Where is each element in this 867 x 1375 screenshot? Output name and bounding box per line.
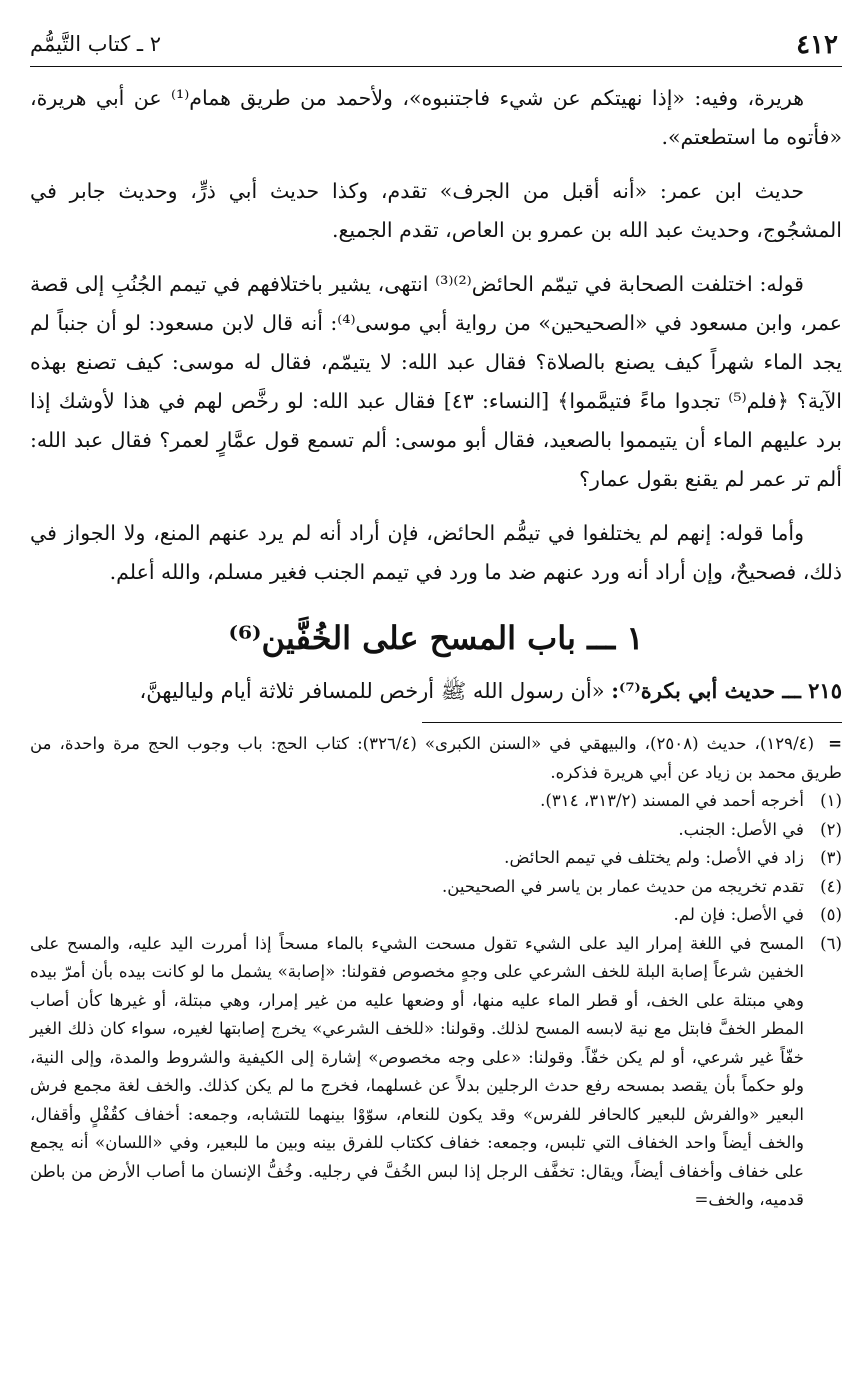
running-title: ٢ ـ كتاب التَّيمُّم	[30, 32, 161, 56]
footnote-number: (٣)	[820, 848, 842, 867]
paragraph: قوله: اختلفت الصحابة في تيمّم الحائض⁽²⁾⁽³⁾ انتهى، يشير باختلافهم في تيمم الجُنُبِ إلى قصة عمر، وابن مسعود في «الصحيحين» من رواية أبي موسى⁽⁴⁾: أنه قال لابن مسعود: لو أن جنباً لم يجد الماء شهراً كيف يصنع بالصلاة؟ فقال عبد الله: لا يتيمّم، فقال له موسى: كيف تصنع بهذه الآية؟ ﴿فلم⁽⁵⁾ تجدوا ماءً فتيمَّموا﴾ [النساء: ٤٣] فقال عبد الله: لو رخَّص لهم في هذا لأوشك إذا برد عليهم الماء أن يتيمموا بالصعيد، فقال أبو موسى: ألم تسمع قول عمَّارٍ لعمر؟ فقال عبد الله: ألم تر عمر لم يقنع بقول عمار؟	[30, 272, 843, 491]
page-number: ٤١٢	[796, 30, 838, 60]
hadith-number: ٢١٥ ـــ حديث أبي بكرة⁽⁷⁾:	[611, 678, 842, 703]
footnote	[30, 901, 842, 930]
footnote-text: أخرجه أحمد في المسند (٣١٣/٢، ٣١٤).	[540, 791, 804, 810]
paragraph: وأما قوله: إنهم لم يختلفوا في تيمُّم الحائض، فإن أراد أنه لم يرد عنهم المنع، ولا الجواز في ذلك، فصحيحٌ، وإن أراد أنه ورد عنهم ضد ما ورد في تيمم الجنب فغير مسلم، والله أعلم.	[30, 521, 842, 584]
footnote-separator	[422, 722, 842, 723]
chapter-heading: ١ ـــ باب المسح على الخُفَّين⁽⁶⁾	[228, 619, 644, 657]
footnote-text: في الأصل: فإن لم.	[673, 905, 804, 924]
footnote	[30, 787, 842, 816]
footnote-number: (٥)	[820, 905, 842, 924]
footnote	[30, 844, 842, 873]
footnote	[30, 873, 842, 902]
footnote-number: (١)	[820, 791, 842, 810]
page-header	[30, 22, 842, 67]
footnotes	[30, 729, 842, 1215]
footnote-text: المسح في اللغة إمرار اليد على الشيء تقول مسحت الشيء بالماء مسحاً إذا أمررت اليد عليه، والمسح على الخفين شرعاً إصابة البلة للخف الشرعي على وجهٍ مخصوص فقولنا: «إصابة» يشمل ما لو كانت بيده بأن أمرّ بيده وهي مبتلة على الخف، أو قطر الماء عليه منها، أو وضعها عليه من غير إمرار، وهي مبتلة، أو غيرها كأن أصاب المطر الخفَّ فابتل مع نية لابسه المسح لذلك. وقولنا: «للخف الشرعي» يخرج إصابتها لغيره، سواء كان ذلك الغير خفّاً غير شرعي، أو لم يكن خفّاً. وقولنا: «على وجه مخصوص» إشارة إلى الكيفية والشروط والمدة، وإلى النية، ولو حكماً بأن يقصد بمسحه رفع حدث الرجلين بدلاً عن غسلهما، فخرج ما لم يكن كذلك. والخف لغة مجمع فرش البعير «والفرش للبعير كالحافر للفرس» وقد يكون للنعام، سوّوْا بينهما للتشابه، وجمعه: أخفاف كقُفْلٍ وأقفال، والخف أيضاً واحد الخفاف التي تلبس، وجمعه: خفاف ككتاب للفرق بينه وبين ما للبعير، وفي «اللسان» أنه يجمع على خفاف وأخفاف أيضاً، ويقال: تخفَّف الرجل إذا لبس الخُفَّ في رجليه. وخُفُّ الإنسان ما أصاب الأرض من باطن قدميه، والخف=	[30, 933, 804, 1209]
paragraph: هريرة، وفيه: «إذا نهيتكم عن شيء فاجتنبوه»، ولأحمد من طريق همام⁽¹⁾ عن أبي هريرة، «فأتوه ما استطعتم».	[30, 86, 842, 149]
footnote-number: (٤)	[820, 876, 842, 896]
footnote	[30, 816, 842, 845]
footnote-continuation	[30, 729, 842, 787]
footnote-text: في الأصل: الجنب.	[678, 819, 804, 839]
hadith-entry	[30, 670, 842, 712]
paragraph: حديث ابن عمر: «أنه أقبل من الجرف» تقدم، وكذا حديث أبي ذرٍّ، وحديث جابر في المشجُوج، وحديث عبد الله بن عمرو بن العاص، تقدم الجميع.	[30, 179, 842, 242]
book-page	[30, 22, 842, 1357]
footnote-number: (٢)	[820, 819, 842, 839]
continuation-text: (١٢٩/٤)، حديث (٢٥٠٨)، والبيهقي في «السنن الكبرى» (٣٢٦/٤): كتاب الحج: باب وجوب الحج مرة واحدة، من طريق محمد بن زياد عن أبي هريرة فذكره.	[30, 734, 842, 782]
footnote	[30, 930, 842, 1215]
continuation-mark: =	[828, 733, 842, 753]
footnote-text: زاد في الأصل: ولم يختلف في تيمم الحائض.	[504, 848, 804, 867]
footnote-text: تقدم تخريجه من حديث عمار بن ياسر في الصحيحين.	[441, 876, 804, 896]
main-text	[30, 79, 842, 712]
footnote-number: (٦)	[820, 933, 842, 953]
hadith-text: «أن رسول الله ﷺ أرخص للمسافر ثلاثة أيام ولياليهنَّ،	[139, 679, 605, 703]
